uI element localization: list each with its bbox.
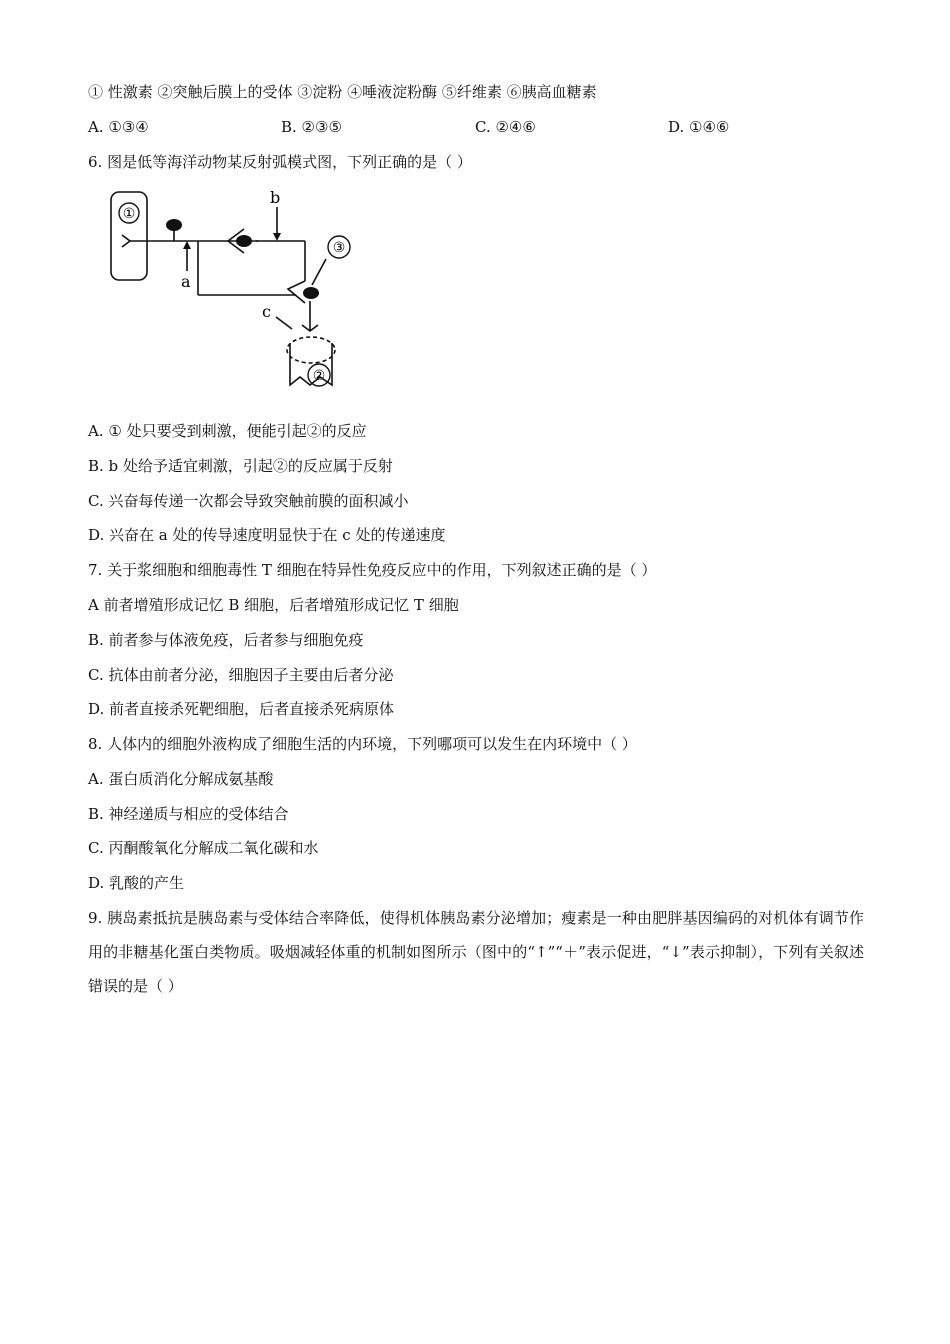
q6-option-a: A. ① 处只要受到刺激，便能引起②的反应 bbox=[88, 422, 367, 440]
label-two: ② bbox=[312, 368, 326, 384]
q6-option-c: C. 兴奋每传递一次都会导致突触前膜的面积减小 bbox=[88, 492, 409, 510]
label-three: ③ bbox=[332, 240, 346, 256]
synapse-2 bbox=[288, 281, 305, 303]
q7-option-b: B. 前者参与体液免疫，后者参与细胞免疫 bbox=[88, 631, 364, 649]
q5-option-b: B. ②③⑤ bbox=[281, 118, 342, 136]
effector-box bbox=[290, 343, 332, 385]
q8-option-b: B. 神经递质与相应的受体结合 bbox=[88, 805, 289, 823]
label-c: c bbox=[262, 302, 271, 321]
q6-option-d: D. 兴奋在 a 处的传导速度明显快于在 c 处的传递速度 bbox=[88, 526, 446, 544]
q6-option-b: B. b 处给予适宜刺激，引起②的反应属于反射 bbox=[88, 457, 393, 475]
label-a: a bbox=[181, 272, 191, 291]
q8-option-d: D. 乳酸的产生 bbox=[88, 874, 185, 892]
arrow-a-head bbox=[183, 241, 191, 249]
effector-dashed-region bbox=[287, 337, 335, 363]
q9-stem: 9. 胰岛素抵抗是胰岛素与受体结合率降低，使得机体胰岛素分泌增加；瘦素是一种由肥胖基因编码的对机体有调节作用的非糖基化蛋白类物质。吸烟减轻体重的机制如图所示（图中的“↑”“＋”表示促进，“↓”表示抑制），下列有关叙述错误的是（ ） bbox=[88, 909, 864, 995]
q5-items: ① 性激素 ②突触后膜上的受体 ③淀粉 ④唾液淀粉酶 ⑤纤维素 ⑥胰高血糖素 bbox=[88, 83, 597, 101]
interneuron-cell-body bbox=[236, 235, 252, 247]
label-one: ① bbox=[122, 206, 136, 222]
afferent-cell-body bbox=[166, 219, 182, 231]
label-b: b bbox=[270, 188, 281, 207]
q7-option-a: A 前者增殖形成记忆 B 细胞，后者增殖形成记忆 T 细胞 bbox=[88, 596, 459, 614]
reflex-arc-diagram bbox=[100, 185, 360, 395]
q5-option-a: A. ①③④ bbox=[88, 118, 149, 136]
q5-option-d: D. ①④⑥ bbox=[668, 118, 730, 136]
q8-option-a: A. 蛋白质消化分解成氨基酸 bbox=[88, 770, 274, 788]
q7-stem: 7. 关于浆细胞和细胞毒性 T 细胞在特异性免疫反应中的作用，下列叙述正确的是（ ） bbox=[88, 561, 657, 579]
q8-option-c: C. 丙酮酸氧化分解成二氧化碳和水 bbox=[88, 839, 319, 857]
efferent-cell-body bbox=[303, 287, 319, 299]
q8-stem: 8. 人体内的细胞外液构成了细胞生活的内环境，下列哪项可以发生在内环境中（ ） bbox=[88, 735, 637, 753]
q7-option-d: D. 前者直接杀死靶细胞，后者直接杀死病原体 bbox=[88, 700, 395, 718]
q5-option-c: C. ②④⑥ bbox=[475, 118, 536, 136]
arrow-b-head bbox=[273, 233, 281, 241]
q7-option-c: C. 抗体由前者分泌，细胞因子主要由后者分泌 bbox=[88, 666, 394, 684]
q6-stem: 6. 图是低等海洋动物某反射弧模式图，下列正确的是（ ） bbox=[88, 153, 472, 171]
